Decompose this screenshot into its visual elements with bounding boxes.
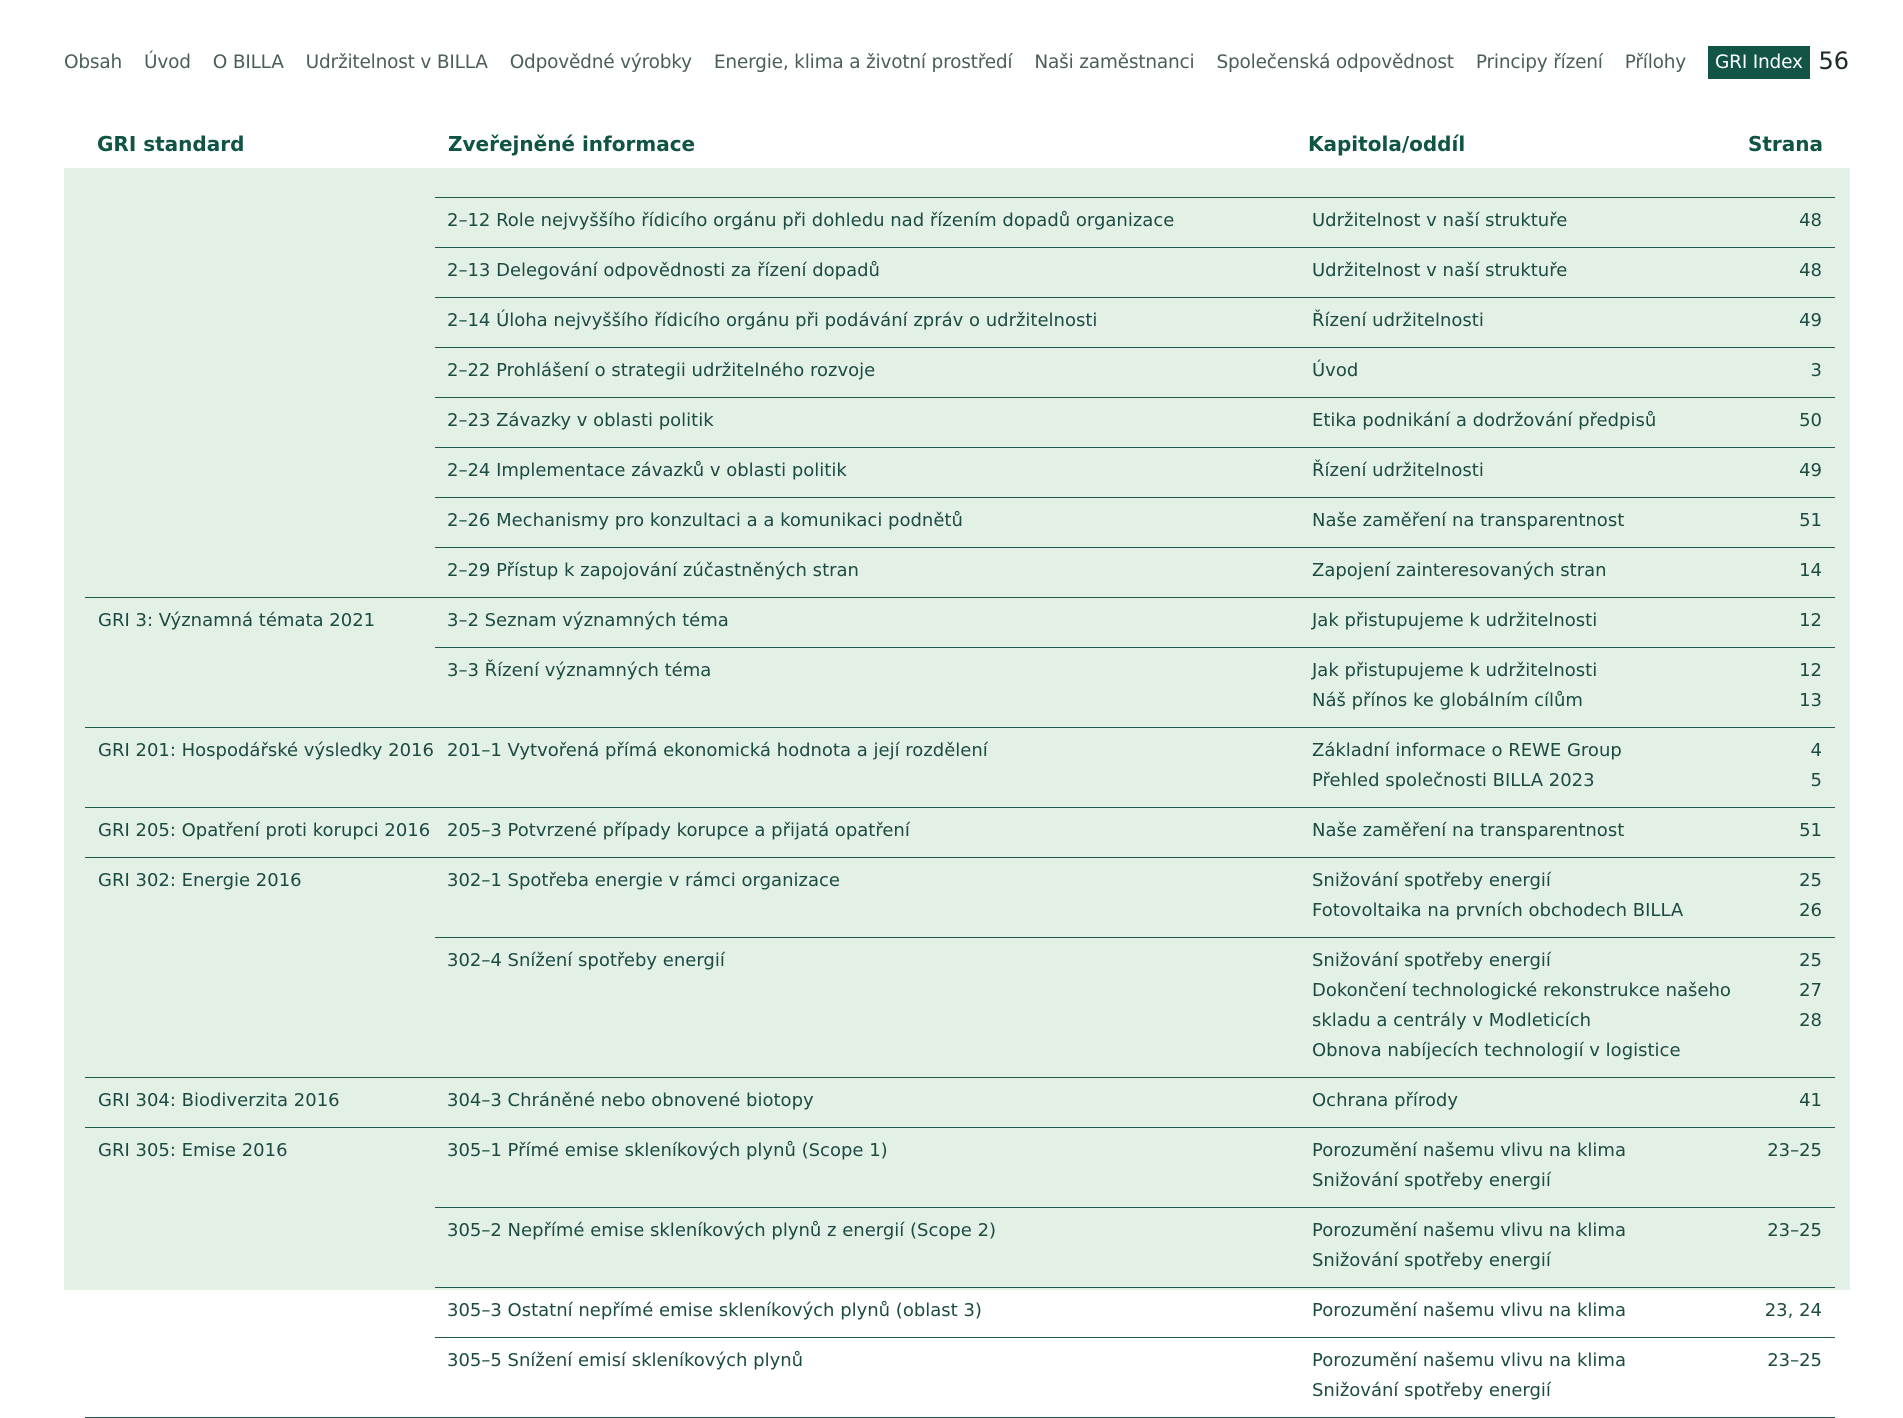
page-cell xyxy=(1767,1346,1822,1406)
nav-item-5[interactable]: Energie, klima a životní prostředí xyxy=(713,51,1013,73)
row-divider xyxy=(435,347,1835,348)
table-row xyxy=(85,547,1835,597)
chapter-cell xyxy=(1312,736,1622,796)
disclosure-cell: 2–14 Úloha nejvyššího řídicího orgánu při podávání zpráv o udržitelnosti xyxy=(447,310,1098,331)
row-divider xyxy=(435,1337,1835,1338)
table-row xyxy=(85,1337,1835,1417)
gri-standard-cell: GRI 3: Významná témata 2021 xyxy=(98,610,376,631)
table-row xyxy=(85,1287,1835,1337)
page-cell xyxy=(1799,946,1822,1066)
row-divider xyxy=(435,937,1835,938)
disclosure-cell: 305–3 Ostatní nepřímé emise skleníkových plynů (oblast 3) xyxy=(447,1300,982,1321)
chapter-link[interactable]: Snižování spotřeby energií xyxy=(1312,870,1551,891)
page-reference: 25 xyxy=(1799,950,1822,971)
chapter-cell xyxy=(1312,1136,1626,1196)
row-divider xyxy=(435,397,1835,398)
nav-item-10[interactable]: GRI Index xyxy=(1708,46,1810,79)
chapter-link[interactable]: Ochrana přírody xyxy=(1312,1090,1458,1111)
page-cell xyxy=(1799,606,1822,636)
disclosure-cell: 2–24 Implementace závazků v oblasti politik xyxy=(447,460,847,481)
disclosure-cell: 2–13 Delegování odpovědnosti za řízení dopadů xyxy=(447,260,880,281)
nav-item-2[interactable]: O BILLA xyxy=(212,51,284,73)
page-reference: 41 xyxy=(1799,1090,1822,1111)
disclosure-cell: 3–2 Seznam významných téma xyxy=(447,610,729,631)
header-page: Strana xyxy=(1747,132,1823,156)
table-row xyxy=(85,937,1835,1077)
page-cell xyxy=(1799,866,1822,926)
disclosure-cell: 205–3 Potvrzené případy korupce a přijatá opatření xyxy=(447,820,910,841)
page-reference: 28 xyxy=(1799,1010,1822,1031)
page-cell xyxy=(1799,456,1822,486)
chapter-link[interactable]: Jak přistupujeme k udržitelnosti xyxy=(1312,660,1598,681)
chapter-link[interactable]: Etika podnikání a dodržování předpisů xyxy=(1312,410,1657,431)
disclosure-cell: 304–3 Chráněné nebo obnovené biotopy xyxy=(447,1090,814,1111)
chapter-link[interactable]: Jak přistupujeme k udržitelnosti xyxy=(1312,610,1598,631)
chapter-cell xyxy=(1312,1086,1458,1116)
chapter-link[interactable]: Snižování spotřeby energií xyxy=(1312,1170,1551,1191)
chapter-cell xyxy=(1312,1346,1626,1406)
page-cell xyxy=(1811,736,1822,796)
page-reference: 50 xyxy=(1799,410,1822,431)
page-cell xyxy=(1799,816,1822,846)
chapter-cell xyxy=(1312,356,1358,386)
table-header xyxy=(64,128,1850,168)
chapter-cell xyxy=(1312,656,1597,716)
page-reference xyxy=(1799,1036,1822,1066)
chapter-link[interactable]: Porozumění našemu vlivu na klima xyxy=(1312,1300,1626,1321)
header-gri-standard: GRI standard xyxy=(97,132,245,156)
disclosure-cell: 201–1 Vytvořená přímá ekonomická hodnota a její rozdělení xyxy=(447,740,988,761)
chapter-link[interactable]: Přehled společnosti BILLA 2023 xyxy=(1312,770,1595,791)
chapter-link[interactable]: Porozumění našemu vlivu na klima xyxy=(1312,1140,1626,1161)
page-cell xyxy=(1767,1216,1822,1276)
chapter-link[interactable]: Zapojení zainteresovaných stran xyxy=(1312,560,1607,581)
page-reference: 26 xyxy=(1799,900,1822,921)
row-divider xyxy=(435,1287,1835,1288)
page-reference: 23–25 xyxy=(1767,1350,1822,1371)
table-row xyxy=(85,1207,1835,1287)
page-reference: 23–25 xyxy=(1767,1140,1822,1161)
top-navigation xyxy=(64,44,1863,80)
chapter-link[interactable]: Udržitelnost v naší struktuře xyxy=(1312,210,1568,231)
row-divider xyxy=(435,447,1835,448)
nav-item-3[interactable]: Udržitelnost v BILLA xyxy=(305,51,488,73)
page-reference: 12 xyxy=(1799,610,1822,631)
chapter-cell xyxy=(1312,946,1731,1066)
chapter-link[interactable]: Snižování spotřeby energií xyxy=(1312,1250,1551,1271)
row-divider xyxy=(435,197,1835,198)
chapter-link[interactable]: Snižování spotřeby energií xyxy=(1312,1380,1551,1401)
table-row xyxy=(85,497,1835,547)
table-row xyxy=(85,597,1835,647)
page-reference: 5 xyxy=(1810,770,1822,791)
table-row xyxy=(85,447,1835,497)
row-divider xyxy=(85,1127,1835,1128)
row-divider xyxy=(85,857,1835,858)
chapter-cell xyxy=(1312,866,1683,926)
chapter-link[interactable]: Úvod xyxy=(1312,360,1359,381)
disclosure-cell: 3–3 Řízení významných téma xyxy=(447,660,712,681)
chapter-cell xyxy=(1312,606,1597,636)
page-reference: 48 xyxy=(1799,260,1822,281)
disclosure-cell: 305–5 Snížení emisí skleníkových plynů xyxy=(447,1350,804,1371)
row-divider xyxy=(435,647,1835,648)
chapter-link[interactable]: Porozumění našemu vlivu na klima xyxy=(1312,1350,1626,1371)
page-reference: 23, 24 xyxy=(1764,1300,1822,1321)
page-reference: 27 xyxy=(1799,980,1822,1001)
table-row xyxy=(85,1077,1835,1127)
nav-item-1[interactable]: Úvod xyxy=(144,51,191,73)
chapter-cell xyxy=(1312,506,1624,536)
row-divider xyxy=(85,807,1835,808)
chapter-link[interactable]: Naše zaměření na transparentnost xyxy=(1312,510,1625,531)
gri-standard-cell: GRI 304: Biodiverzita 2016 xyxy=(98,1090,340,1111)
page-number: 56 xyxy=(1818,47,1849,75)
row-divider xyxy=(85,1077,1835,1078)
row-divider xyxy=(435,1207,1835,1208)
table-row xyxy=(85,857,1835,937)
nav-item-7[interactable]: Společenská odpovědnost xyxy=(1216,51,1454,73)
row-divider xyxy=(435,547,1835,548)
page-cell xyxy=(1811,356,1822,386)
header-disclosed-information: Zveřejněné informace xyxy=(448,132,696,156)
table-row xyxy=(85,297,1835,347)
page-reference: 13 xyxy=(1799,690,1822,711)
table-row xyxy=(85,807,1835,857)
chapter-cell xyxy=(1312,1216,1626,1276)
disclosure-cell: 305–2 Nepřímé emise skleníkových plynů z energií (Scope 2) xyxy=(447,1220,997,1241)
page-cell xyxy=(1799,556,1822,586)
page-reference: 3 xyxy=(1810,360,1822,381)
page-cell xyxy=(1799,206,1822,236)
row-divider xyxy=(435,497,1835,498)
row-divider xyxy=(435,297,1835,298)
nav-item-4[interactable]: Odpovědné výrobky xyxy=(509,51,692,73)
gri-standard-cell: GRI 201: Hospodářské výsledky 2016 xyxy=(98,740,434,761)
page-reference: 49 xyxy=(1799,310,1822,331)
page-reference xyxy=(1767,1166,1822,1196)
page-reference xyxy=(1767,1246,1822,1276)
page-reference: 14 xyxy=(1799,560,1822,581)
page-cell xyxy=(1799,306,1822,336)
chapter-link[interactable]: Porozumění našemu vlivu na klima xyxy=(1312,1220,1626,1241)
chapter-link[interactable]: Náš přínos ke globálním cílům xyxy=(1312,690,1583,711)
chapter-link[interactable]: Naše zaměření na transparentnost xyxy=(1312,820,1625,841)
page-cell xyxy=(1799,406,1822,436)
gri-standard-cell: GRI 305: Emise 2016 xyxy=(98,1140,288,1161)
disclosure-cell: 302–4 Snížení spotřeby energií xyxy=(447,950,725,971)
gri-table-panel xyxy=(64,168,1850,1401)
table-row xyxy=(85,647,1835,727)
page-reference: 25 xyxy=(1799,870,1822,891)
page-reference: 48 xyxy=(1799,210,1822,231)
chapter-cell xyxy=(1312,406,1656,436)
chapter-cell xyxy=(1312,206,1567,236)
page-cell xyxy=(1767,1136,1822,1196)
header-chapter: Kapitola/oddíl xyxy=(1308,132,1466,156)
table-row xyxy=(85,1127,1835,1207)
disclosure-cell: 305–1 Přímé emise skleníkových plynů (Scope 1) xyxy=(447,1140,888,1161)
nav-item-6[interactable]: Naši zaměstnanci xyxy=(1034,51,1195,73)
row-divider xyxy=(435,247,1835,248)
chapter-link[interactable]: Fotovoltaika na prvních obchodech BILLA xyxy=(1312,900,1684,921)
table-row xyxy=(85,247,1835,297)
page-cell xyxy=(1799,506,1822,536)
chapter-cell xyxy=(1312,816,1624,846)
disclosure-cell: 2–12 Role nejvyššího řídicího orgánu při dohledu nad řízením dopadů organizace xyxy=(447,210,1175,231)
chapter-link[interactable]: skladu a centrály v Modleticích xyxy=(1312,1010,1592,1031)
chapter-link[interactable]: Řízení udržitelnosti xyxy=(1312,460,1484,481)
page-cell xyxy=(1799,1086,1822,1116)
page-reference: 23–25 xyxy=(1767,1220,1822,1241)
table-row xyxy=(85,397,1835,447)
page-reference xyxy=(1767,1376,1822,1406)
table-row xyxy=(85,727,1835,807)
nav-item-9[interactable]: Přílohy xyxy=(1624,51,1687,73)
disclosure-cell: 302–1 Spotřeba energie v rámci organizace xyxy=(447,870,840,891)
chapter-link[interactable]: Snižování spotřeby energií xyxy=(1312,950,1551,971)
chapter-link[interactable]: Řízení udržitelnosti xyxy=(1312,310,1484,331)
table-row xyxy=(85,347,1835,397)
chapter-cell xyxy=(1312,306,1484,336)
page-cell xyxy=(1799,256,1822,286)
page-reference: 4 xyxy=(1810,740,1822,761)
row-divider xyxy=(85,597,1835,598)
page-reference: 49 xyxy=(1799,460,1822,481)
disclosure-cell: 2–22 Prohlášení o strategii udržitelného rozvoje xyxy=(447,360,876,381)
gri-standard-cell: GRI 205: Opatření proti korupci 2016 xyxy=(98,820,431,841)
nav-item-0[interactable]: Obsah xyxy=(64,51,123,73)
chapter-link[interactable]: Základní informace o REWE Group xyxy=(1312,740,1622,761)
page-cell xyxy=(1799,656,1822,716)
nav-item-8[interactable]: Principy řízení xyxy=(1475,51,1603,73)
page-reference: 51 xyxy=(1799,820,1822,841)
chapter-cell xyxy=(1312,556,1607,586)
page-reference: 51 xyxy=(1799,510,1822,531)
chapter-cell xyxy=(1312,256,1567,286)
chapter-link[interactable]: Udržitelnost v naší struktuře xyxy=(1312,260,1568,281)
chapter-link[interactable]: Dokončení technologické rekonstrukce našeho xyxy=(1312,980,1731,1001)
disclosure-cell: 2–23 Závazky v oblasti politik xyxy=(447,410,714,431)
table-row xyxy=(85,197,1835,247)
row-divider xyxy=(85,727,1835,728)
disclosure-cell: 2–29 Přístup k zapojování zúčastněných stran xyxy=(447,560,859,581)
chapter-cell xyxy=(1312,1296,1626,1326)
chapter-cell xyxy=(1312,456,1484,486)
page-cell xyxy=(1765,1296,1822,1326)
page-reference: 12 xyxy=(1799,660,1822,681)
gri-standard-cell: GRI 302: Energie 2016 xyxy=(98,870,302,891)
chapter-link[interactable]: Obnova nabíjecích technologií v logistice xyxy=(1312,1040,1681,1061)
disclosure-cell: 2–26 Mechanismy pro konzultaci a a komunikaci podnětů xyxy=(447,510,963,531)
